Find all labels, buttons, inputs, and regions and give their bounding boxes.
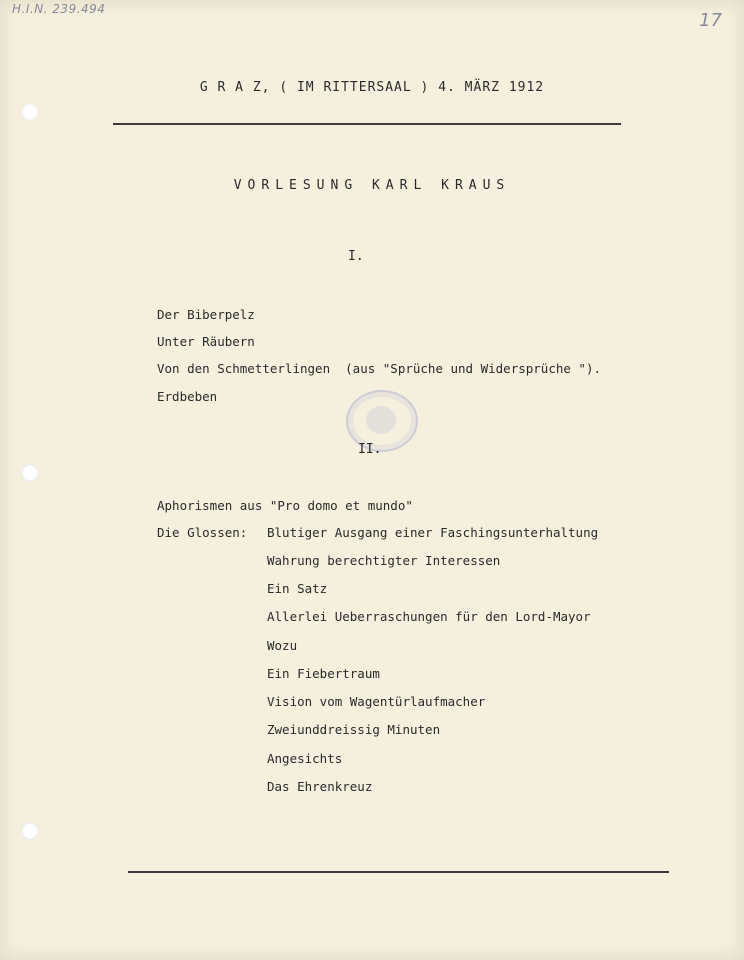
glosse-item: Vision vom Wagentürlaufmacher bbox=[267, 694, 486, 709]
punch-hole bbox=[21, 822, 39, 840]
glosse-item: Blutiger Ausgang einer Faschingsunterhaltung bbox=[267, 525, 599, 540]
aphorisms-line: Aphorismen aus "Pro domo et mundo" bbox=[157, 498, 413, 513]
top-rule bbox=[113, 123, 621, 125]
punch-hole bbox=[21, 464, 39, 482]
header-place: G R A Z, bbox=[199, 80, 271, 95]
glosse-item: Wahrung berechtigter Interessen bbox=[267, 553, 501, 568]
glosse-item: Das Ehrenkreuz bbox=[267, 779, 373, 794]
page-number: 17 bbox=[699, 10, 722, 31]
glosse-item: Wozu bbox=[267, 638, 298, 653]
program-item: Von den Schmetterlingen (aus "Sprüche und Widersprüche "). bbox=[157, 361, 602, 376]
glossen-label: Die Glossen: bbox=[157, 525, 248, 540]
archive-reference: H.I.N. 239.494 bbox=[12, 2, 106, 16]
glosse-item: Ein Fiebertraum bbox=[267, 666, 380, 681]
bottom-rule bbox=[128, 871, 669, 873]
glosse-item: Zweiunddreissig Minuten bbox=[267, 722, 441, 737]
glosse-item: Ein Satz bbox=[267, 581, 328, 596]
header-line bbox=[0, 80, 744, 95]
section-1-heading: I. bbox=[348, 249, 364, 264]
program-item: Unter Räubern bbox=[157, 334, 255, 349]
punch-hole bbox=[21, 103, 39, 121]
section-2-heading: II. bbox=[358, 442, 382, 457]
document-title: VORLESUNG KARL KRAUS bbox=[233, 178, 511, 193]
program-item: Der Biberpelz bbox=[157, 307, 255, 322]
glosse-item: Angesichts bbox=[267, 751, 343, 766]
program-item: Erdbeben bbox=[157, 389, 218, 404]
header-venue: ( IM RITTERSAAL ) bbox=[279, 80, 430, 95]
header-date: 4. MÄRZ 1912 bbox=[438, 80, 545, 95]
glosse-item: Allerlei Ueberraschungen für den Lord-Mayor bbox=[267, 609, 591, 624]
library-stamp bbox=[346, 390, 418, 452]
